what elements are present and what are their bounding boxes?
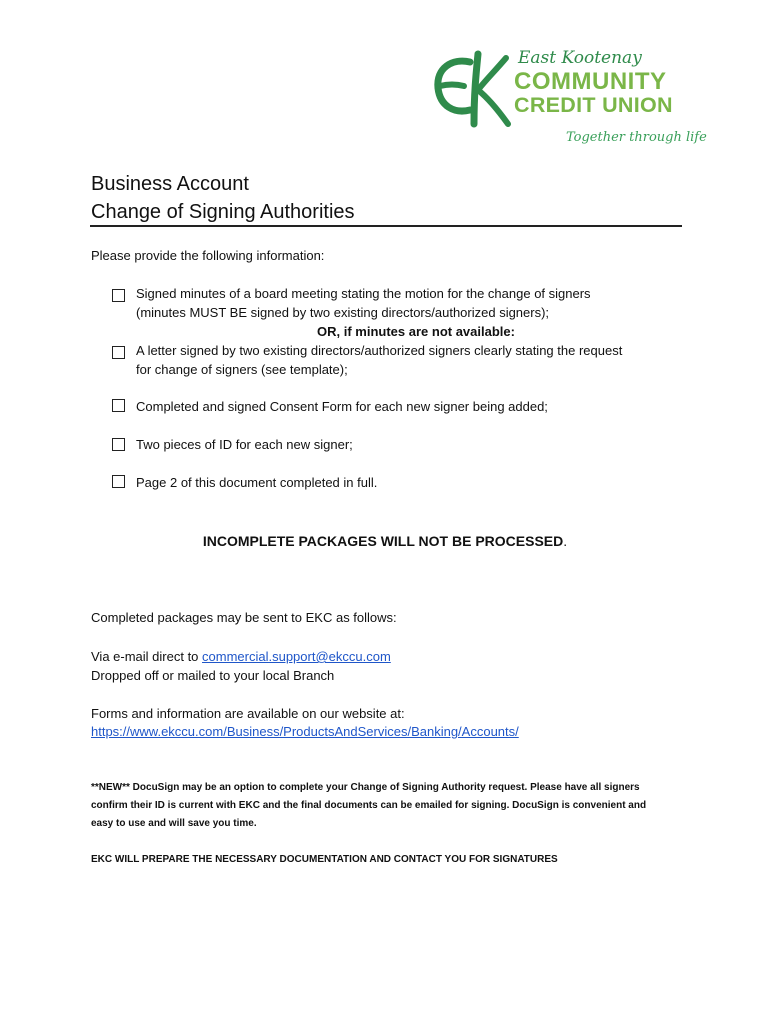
logo-tagline: Together through life [566,130,707,145]
checklist-item-1-line-1: Signed minutes of a board meeting stating the motion for the change of signers [136,286,591,301]
title-line-1: Business Account [91,173,249,195]
checklist-or-text: OR, if minutes are not available: [317,324,515,339]
intro-text: Please provide the following information: [91,248,325,263]
logo-credit-union-text: CREDIT UNION [514,93,673,117]
page-title [91,170,355,226]
checklist-item-2-line-1: A letter signed by two existing directors/authorized signers clearly stating the request [136,343,623,358]
website-intro: Forms and information are available on our website at: [91,706,405,721]
warning-banner [0,533,770,549]
contact-intro: Completed packages may be sent to EKC as follows: [91,610,397,625]
checklist-item-3: Completed and signed Consent Form for each new signer being added; [136,399,548,414]
footer-note: EKC WILL PREPARE THE NECESSARY DOCUMENTATION AND CONTACT YOU FOR SIGNATURES [91,854,558,865]
dropoff-text: Dropped off or mailed to your local Branch [91,668,335,683]
email-prefix: Via e-mail direct to [91,649,203,664]
warning-period: . [563,533,568,549]
checklist-item-4: Two pieces of ID for each new signer; [136,437,353,452]
checkbox-board-minutes[interactable] [112,289,125,302]
website-link[interactable]: https://www.ekccu.com/Business/ProductsAndServices/Banking/Accounts/ [91,724,519,739]
logo-community-text: COMMUNITY [514,68,667,95]
logo-region-text: East Kootenay [518,48,642,68]
email-line [91,649,391,664]
website-line [91,724,519,739]
checkbox-letter[interactable] [112,346,125,359]
checklist-item-5: Page 2 of this document completed in full. [136,475,378,490]
checklist-item-2-line-2: for change of signers (see template); [136,362,348,377]
warning-text: INCOMPLETE PACKAGES WILL NOT BE PROCESSED [202,533,564,549]
docusign-line-2: confirm their ID is current with EKC and the final documents can be emailed for signing. DocuSign is convenient and [91,800,647,811]
checkbox-consent-form[interactable] [112,399,125,412]
docusign-line-1: **NEW** DocuSign may be an option to complete your Change of Signing Authority request. Please have all signers [91,782,640,793]
email-link[interactable]: commercial.support@ekccu.com [202,649,391,664]
checklist-item-1-line-2: (minutes MUST BE signed by two existing directors/authorized signers); [136,305,550,320]
title-line-2: Change of Signing Authorities [91,201,355,223]
title-divider [90,225,682,227]
docusign-line-3: easy to use and will save you time. [91,818,257,829]
checkbox-two-id[interactable] [112,438,125,451]
ekccu-logo [430,44,707,154]
checkbox-page-2[interactable] [112,475,125,488]
ek-logo-mark-icon [430,44,520,134]
